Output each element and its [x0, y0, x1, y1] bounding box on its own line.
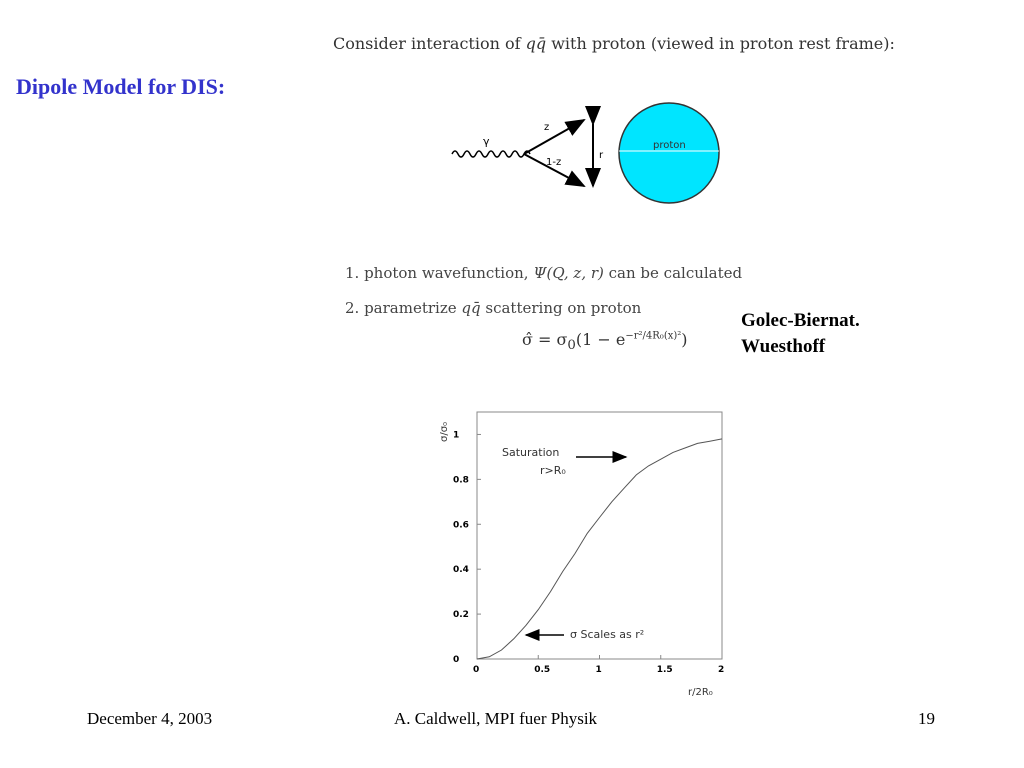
- step-2-text: 2. parametrize qq̄ scattering on proton: [345, 299, 642, 317]
- footer-author: A. Caldwell, MPI fuer Physik: [394, 709, 598, 728]
- y-tick-label: 0.2: [453, 610, 469, 621]
- slide-title: Dipole Model for DIS:: [16, 74, 226, 99]
- y-tick-label: 1: [453, 430, 460, 441]
- author-line-2: Wuesthoff: [741, 336, 826, 357]
- authors: [741, 308, 860, 360]
- annotation-scaling: σ Scales as r²: [570, 628, 645, 641]
- x-tick-label: 0.5: [534, 665, 551, 675]
- y-tick-label: 0.4: [453, 565, 469, 576]
- y-tick-label: 0.6: [453, 520, 469, 531]
- proton-label: proton: [653, 140, 686, 151]
- quark-line-upper: [524, 120, 584, 154]
- x-tick-label: 1: [595, 665, 602, 675]
- y-axis-label: σ/σ₀: [439, 421, 450, 442]
- separation-label: r: [599, 150, 604, 161]
- upper-label: z: [544, 122, 550, 133]
- y-tick-label: 0: [453, 655, 460, 665]
- x-axis-label: r/2R₀: [688, 687, 713, 698]
- cross-section-equation: σ̂ = $\sigma_0(1 - e^{-r^2/4R_0(x)^2})$: [522, 330, 688, 354]
- x-tick-label: 1.5: [656, 665, 673, 675]
- photon-wavy-line: [452, 151, 530, 157]
- y-tick-label: 0.8: [453, 475, 469, 486]
- photon-label: γ: [483, 135, 490, 148]
- series-line: [477, 439, 722, 659]
- x-tick-label: 2: [718, 665, 725, 675]
- footer-date: December 4, 2003: [87, 709, 213, 728]
- annotation-saturation: Saturation: [502, 446, 560, 459]
- lower-label: 1-z: [546, 157, 562, 168]
- x-tick-label: 0: [473, 665, 480, 675]
- dipole-diagram: [440, 100, 730, 210]
- intro-text: Consider interaction of qq̄ with proton (viewed in proton rest frame):: [333, 34, 895, 53]
- footer-page-number: 19: [918, 709, 935, 728]
- annotation-saturation-cond: r>R₀: [540, 464, 566, 477]
- author-line-1: Golec-Biernat.: [741, 310, 860, 331]
- saturation-chart: [420, 400, 740, 705]
- step-1-text: 1. photon wavefunction, Ψ(Q, z, r) can be calculated: [345, 264, 743, 282]
- proton-circle: [619, 103, 719, 203]
